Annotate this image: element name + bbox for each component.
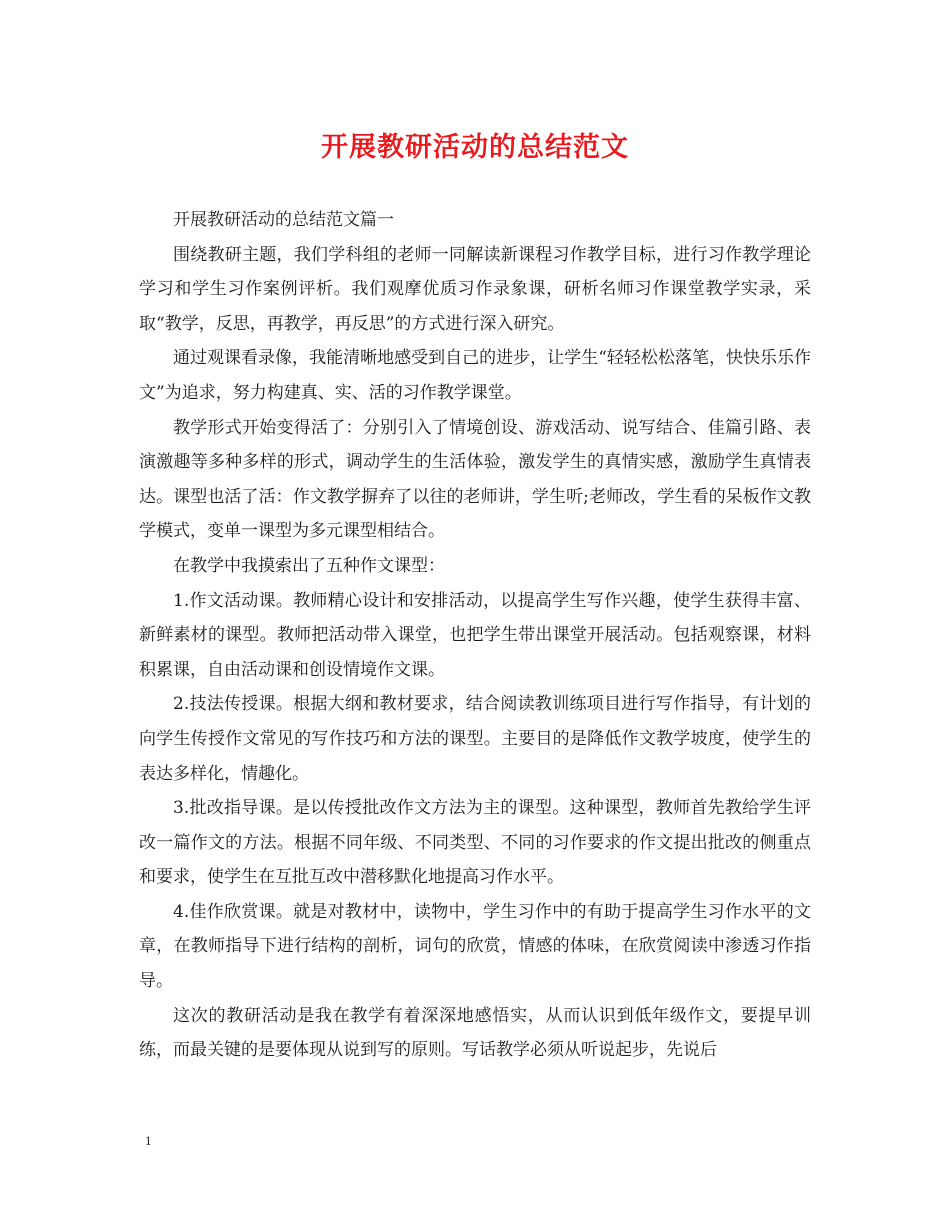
list-item: 1.作文活动课。教师精心设计和安排活动，以提高学生写作兴趣，使学生获得丰富、新鲜素材的课型。教师把活动带入课堂，也把学生带出课堂开展活动。包括观察课，材料积累课，自由活动课和创设情境作文课。 (139, 590, 811, 680)
document-body (139, 203, 811, 1068)
list-item: 3.批改指导课。是以传授批改作文方法为主的课型。这种课型，教师首先教给学生评改一篇作文的方法。根据不同年级、不同类型、不同的习作要求的作文提出批改的侧重点和要求，使学生在互批互改中潜移默化地提高习作水平。 (139, 798, 811, 888)
paragraph: 通过观课看录像，我能清晰地感受到自己的进步，让学生“轻轻松松落笔，快快乐乐作文”为追求，努力构建真、实、活的习作教学课堂。 (139, 348, 811, 403)
list-item: 2.技法传授课。根据大纲和教材要求，结合阅读教训练项目进行写作指导，有计划的向学生传授作文常见的写作技巧和方法的课型。主要目的是降低作文教学坡度，使学生的表达多样化，情趣化。 (139, 694, 811, 784)
paragraph: 教学形式开始变得活了：分别引入了情境创设、游戏活动、说写结合、佳篇引路、表演激趣等多种多样的形式，调动学生的生活体验，激发学生的真情实感，激励学生真情表达。课型也活了活：作文教学摒弃了以往的老师讲，学生听;老师改，学生看的呆板作文教学模式，变单一课型为多元课型相结合。 (139, 417, 811, 542)
page-number: 1 (145, 1133, 152, 1148)
document-title: 开展教研活动的总结范文 (321, 132, 629, 163)
paragraph: 围绕教研主题，我们学科组的老师一同解读新课程习作教学目标，进行习作教学理论学习和学生习作案例评析。我们观摩优质习作录象课，研析名师习作课堂教学实录，采取“教学，反思，再教学，再反思”的方式进行深入研究。 (139, 244, 811, 334)
paragraph-subtitle: 开展教研活动的总结范文篇一 (173, 210, 394, 230)
paragraph: 在教学中我摸索出了五种作文课型： (173, 555, 445, 576)
list-item: 4.佳作欣赏课。就是对教材中，读物中，学生习作中的有助于提高学生习作水平的文章，在教师指导下进行结构的剖析，词句的欣赏，情感的体味，在欣赏阅读中渗透习作指导。 (139, 901, 811, 992)
paragraph: 这次的教研活动是我在教学有着深深地感悟实，从而认识到低年级作文，要提早训练，而最关键的是要体现从说到写的原则。写话教学必须从听说起步，先说后 (139, 1005, 811, 1061)
